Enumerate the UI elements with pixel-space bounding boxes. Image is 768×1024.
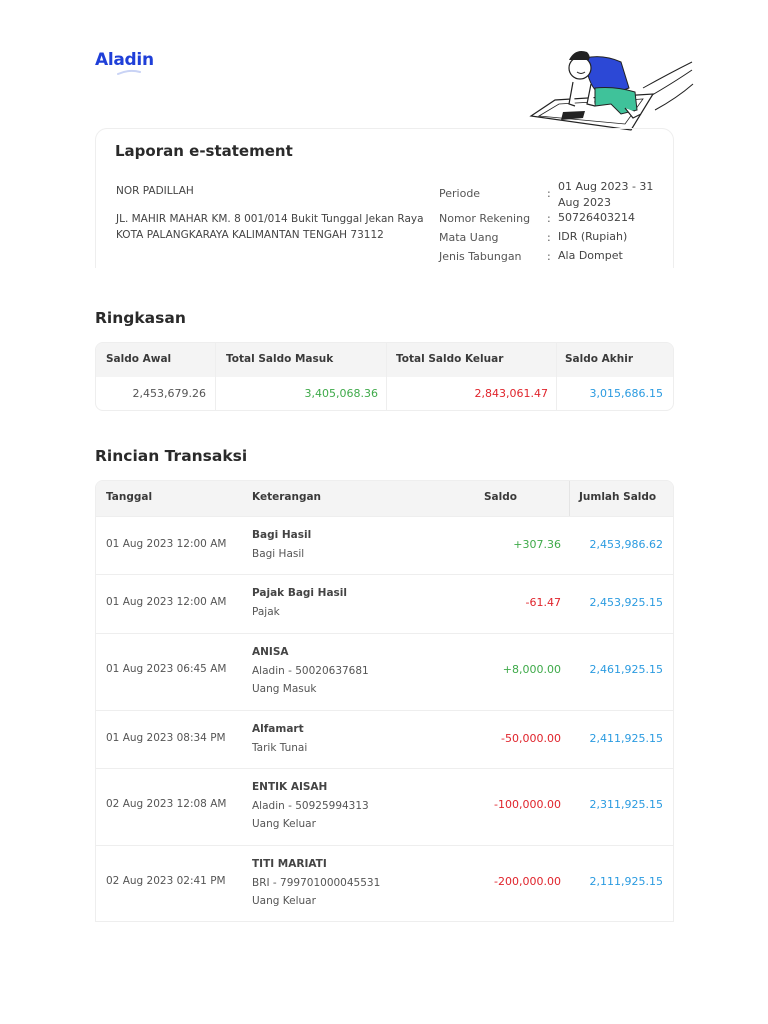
account-holder-address <box>116 211 436 243</box>
info-label: Mata Uang <box>439 231 499 244</box>
header-date: Tanggal <box>106 491 153 503</box>
info-colon: : <box>547 250 551 263</box>
running-balance: 2,411,925.15 <box>589 732 663 745</box>
summary-total-in: 3,405,068.36 <box>304 387 378 400</box>
summary-title: Ringkasan <box>95 309 186 327</box>
running-balance: 2,453,986.62 <box>589 538 663 551</box>
address-line-2: KOTA PALANGKARAYA KALIMANTAN TENGAH 73112 <box>116 229 384 241</box>
description-line: BRI - 799701000045531 <box>252 876 381 889</box>
info-colon: : <box>547 212 551 225</box>
description-line: Pajak <box>252 605 280 618</box>
transaction-date: 01 Aug 2023 08:34 PM <box>106 732 226 744</box>
address-line-1: JL. MAHIR MAHAR KM. 8 001/014 Bukit Tunggal Jekan Raya <box>116 213 424 225</box>
description-title: Pajak Bagi Hasil <box>252 587 348 599</box>
info-colon: : <box>547 231 551 244</box>
table-row <box>96 710 673 768</box>
description-line: Uang Keluar <box>252 895 316 907</box>
table-row <box>96 845 673 922</box>
header-amount: Saldo <box>484 491 517 503</box>
table-row <box>96 633 673 710</box>
transaction-amount: -50,000.00 <box>501 732 561 745</box>
running-balance: 2,311,925.15 <box>589 798 663 811</box>
info-value: 50726403214 <box>558 211 635 224</box>
statement-card <box>95 128 674 268</box>
transaction-description <box>252 855 380 911</box>
table-row <box>96 516 673 574</box>
info-value: Ala Dompet <box>558 249 623 262</box>
summary-closing-balance: 3,015,686.15 <box>589 387 663 400</box>
summary-header-in: Total Saldo Masuk <box>226 353 334 365</box>
info-value: 01 Aug 2023 - 31 Aug 2023 <box>558 180 654 209</box>
summary-header-opening: Saldo Awal <box>106 353 172 365</box>
transaction-date: 01 Aug 2023 12:00 AM <box>106 596 227 608</box>
transaction-amount: -100,000.00 <box>494 798 561 811</box>
column-divider <box>556 343 557 411</box>
transactions-table <box>95 480 674 922</box>
transactions-title: Rincian Transaksi <box>95 447 248 465</box>
description-title: ENTIK AISAH <box>252 781 328 793</box>
column-divider <box>215 343 216 411</box>
summary-table <box>95 342 674 411</box>
description-line: Uang Keluar <box>252 818 316 830</box>
running-balance: 2,453,925.15 <box>589 596 663 609</box>
transaction-date: 02 Aug 2023 12:08 AM <box>106 798 227 810</box>
summary-header-out: Total Saldo Keluar <box>396 353 504 365</box>
info-colon: : <box>547 187 551 200</box>
summary-opening-balance: 2,453,679.26 <box>132 387 206 400</box>
transaction-amount: +307.36 <box>513 538 561 551</box>
info-value: IDR (Rupiah) <box>558 230 628 243</box>
transaction-amount: +8,000.00 <box>502 663 561 676</box>
description-line: Bagi Hasil <box>252 547 305 560</box>
transaction-description <box>252 643 369 699</box>
summary-header-closing: Saldo Akhir <box>565 353 633 365</box>
running-balance: 2,111,925.15 <box>589 875 663 888</box>
logo-text: Aladin <box>95 50 154 70</box>
info-label: Nomor Rekening <box>439 212 531 225</box>
person-on-carpet-illustration <box>525 48 695 136</box>
description-title: TITI MARIATI <box>252 858 327 870</box>
table-row <box>96 768 673 845</box>
header-description: Keterangan <box>252 491 322 503</box>
transaction-description <box>252 584 347 621</box>
running-balance: 2,461,925.15 <box>589 663 663 676</box>
description-title: ANISA <box>252 646 289 658</box>
transaction-date: 01 Aug 2023 12:00 AM <box>106 538 227 550</box>
summary-total-out: 2,843,061.47 <box>474 387 548 400</box>
description-line: Aladin - 50925994313 <box>252 799 369 812</box>
logo-swoosh-icon <box>117 68 141 76</box>
description-title: Alfamart <box>252 723 304 735</box>
description-line: Uang Masuk <box>252 683 317 695</box>
description-line: Tarik Tunai <box>252 741 308 754</box>
description-title: Bagi Hasil <box>252 529 312 541</box>
info-label: Jenis Tabungan <box>439 250 522 263</box>
transaction-description <box>252 526 311 563</box>
aladin-logo <box>95 50 165 80</box>
column-divider <box>569 481 570 516</box>
transaction-amount: -200,000.00 <box>494 875 561 888</box>
transaction-description <box>252 778 369 834</box>
column-divider <box>386 343 387 411</box>
statement-title: Laporan e-statement <box>115 142 293 160</box>
header-balance: Jumlah Saldo <box>579 491 657 503</box>
transaction-date: 01 Aug 2023 06:45 AM <box>106 663 227 675</box>
transaction-amount: -61.47 <box>525 596 561 609</box>
transaction-description <box>252 720 307 757</box>
account-holder-name: NOR PADILLAH <box>116 185 194 197</box>
info-label: Periode <box>439 187 481 200</box>
description-line: Aladin - 50020637681 <box>252 664 369 677</box>
transaction-date: 02 Aug 2023 02:41 PM <box>106 875 226 887</box>
table-row <box>96 574 673 633</box>
